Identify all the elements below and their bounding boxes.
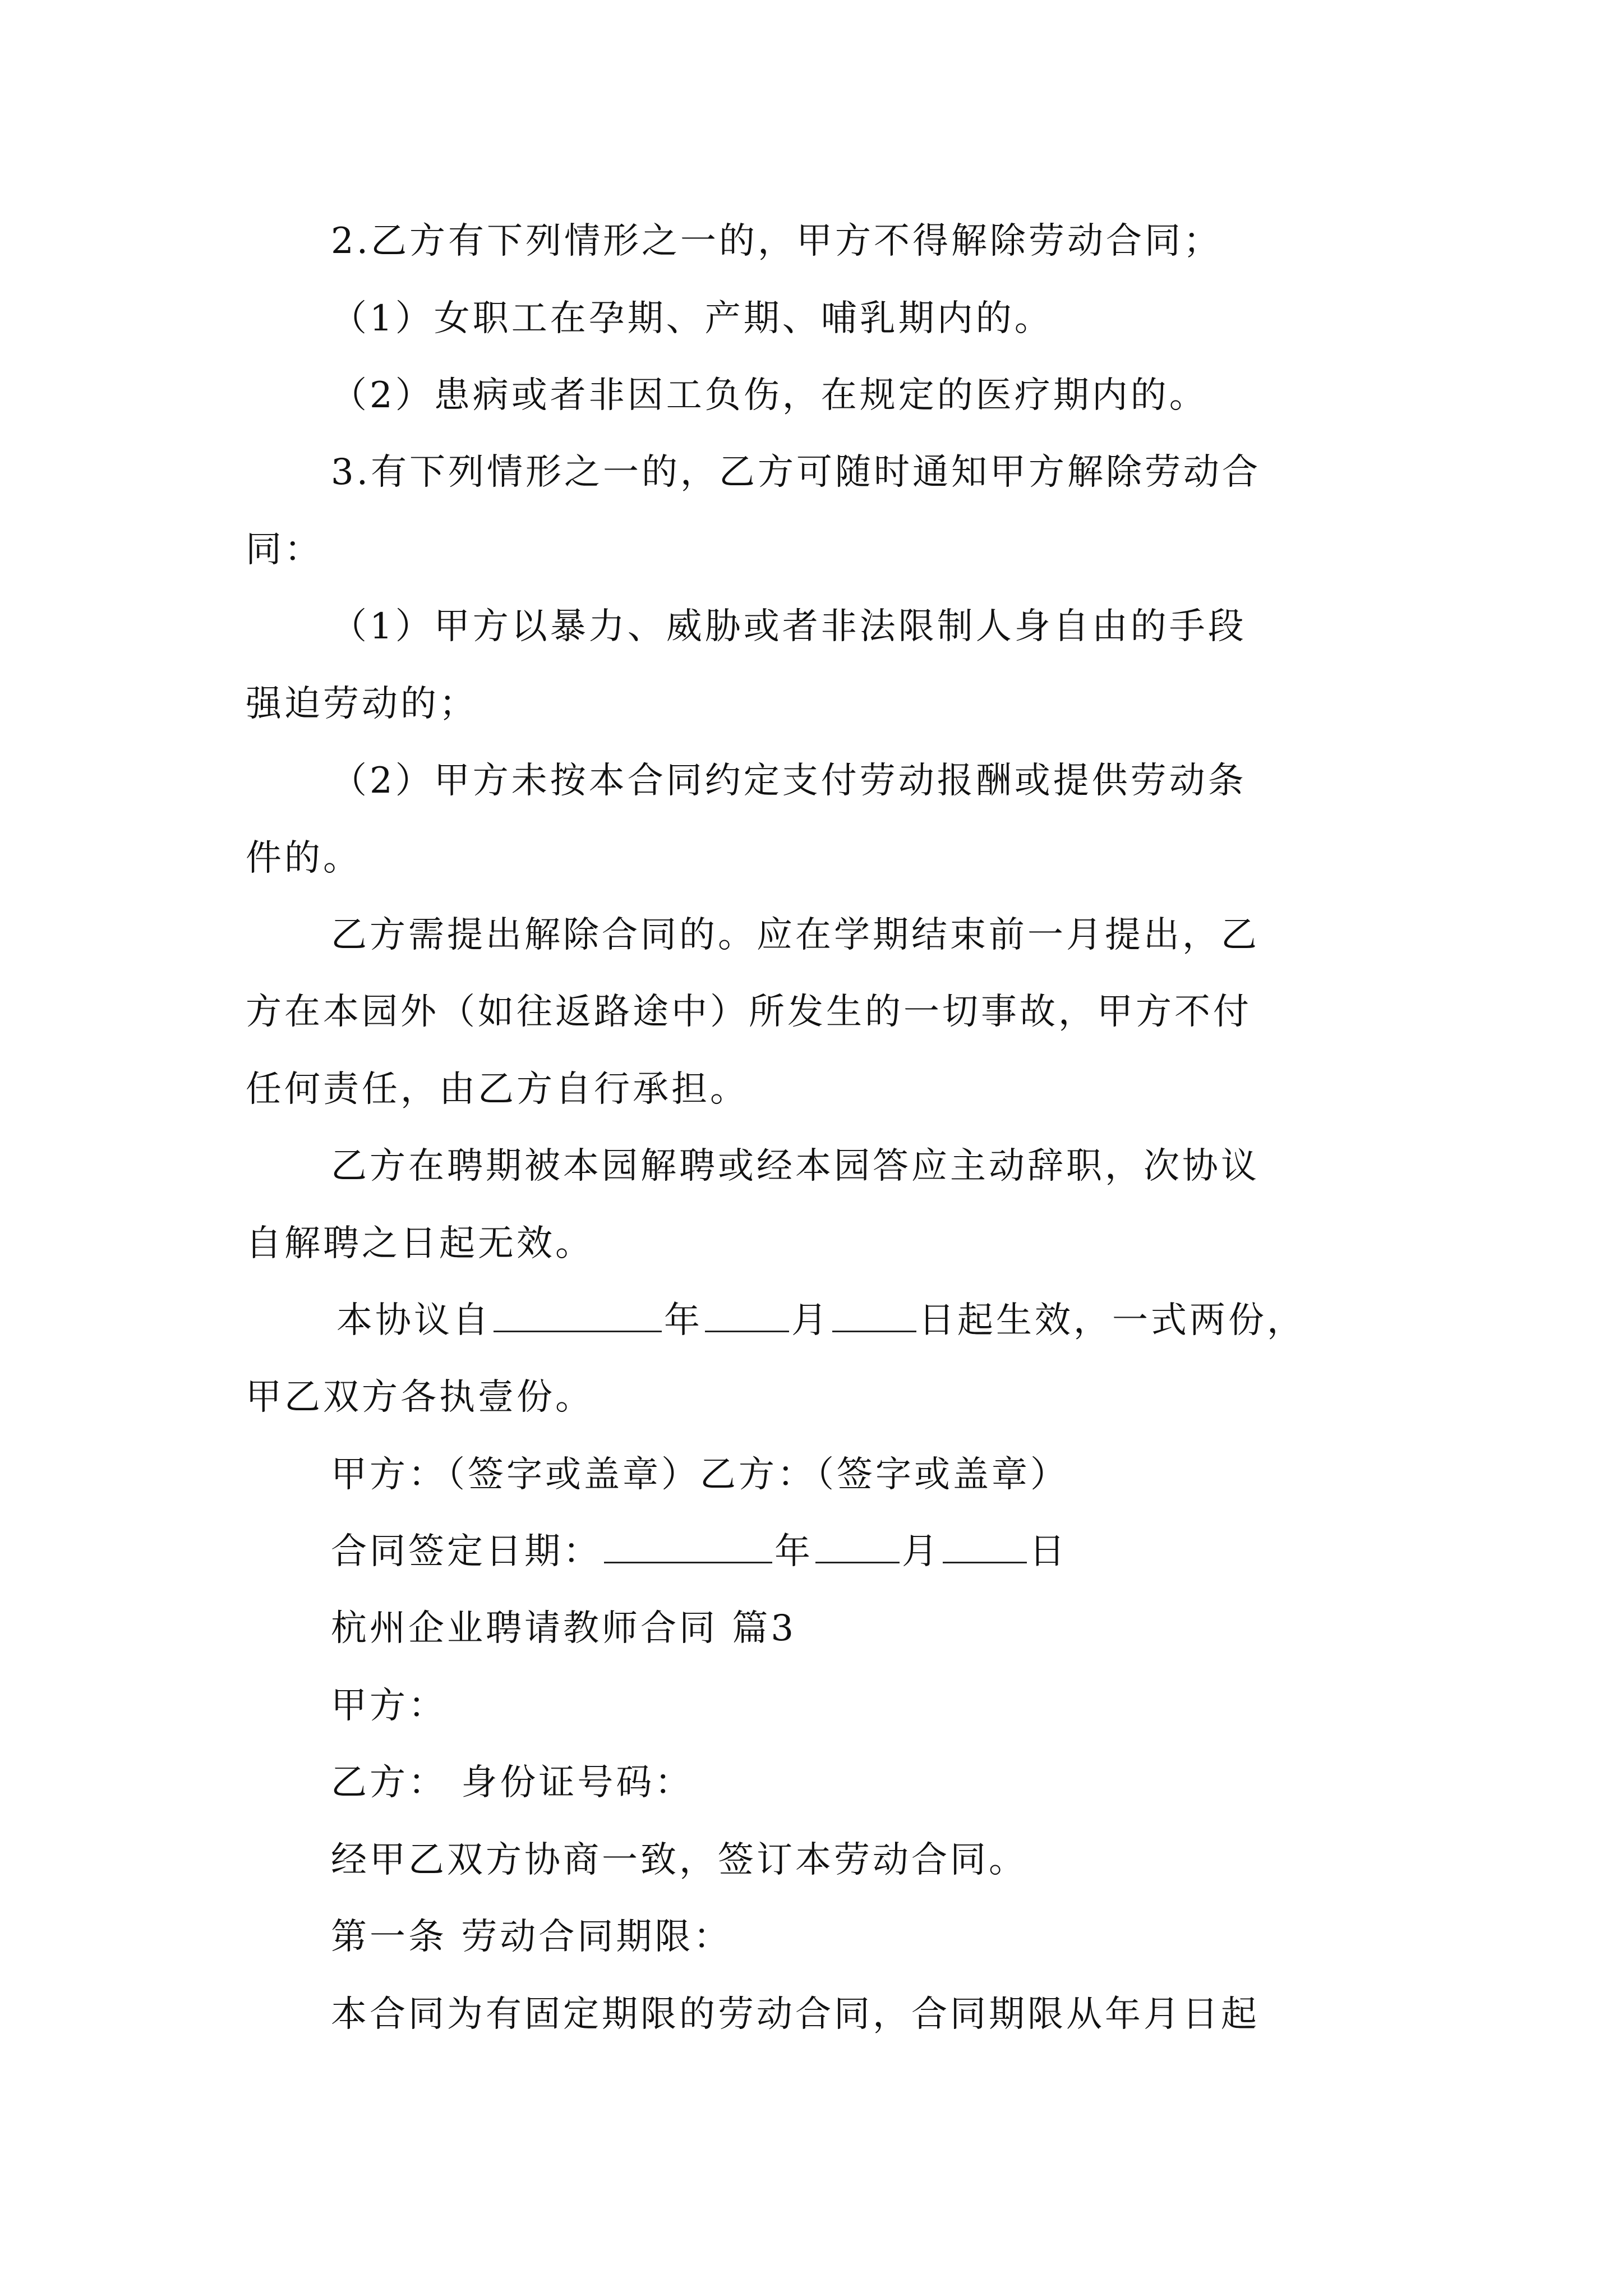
year-blank[interactable] — [494, 1298, 662, 1332]
paragraph-line: （1）甲方以暴力、威胁或者非法限制人身自由的手段 — [331, 606, 1247, 647]
paragraph-line: 任何责任，由乙方自行承担。 — [246, 1069, 749, 1110]
paragraph-line: 2.乙方有下列情形之一的，甲方不得解除劳动合同； — [331, 220, 1223, 262]
effective-date-line — [336, 1298, 1306, 1343]
effective-month-label: 月 — [791, 1300, 830, 1341]
paragraph-line: （2）患病或者非因工负伤，在规定的医疗期内的。 — [331, 375, 1208, 416]
paragraph-line: 3.有下列情形之一的，乙方可随时通知甲方解除劳动合 — [331, 452, 1261, 493]
paragraph-line: 件的。 — [246, 838, 362, 879]
paragraph-line: 强迫劳动的； — [246, 683, 478, 725]
day-blank[interactable] — [832, 1298, 916, 1332]
paragraph-line: 本合同为有固定期限的劳动合同，合同期限从年月日起 — [331, 1994, 1260, 2035]
paragraph-line: 自解聘之日起无效。 — [246, 1223, 594, 1264]
sign-month-label: 月 — [902, 1531, 940, 1572]
month-blank[interactable] — [705, 1298, 789, 1332]
sign-date-prefix: 合同签定日期： — [331, 1531, 602, 1572]
section-title: 杭州企业聘请教师合同 篇3 — [331, 1608, 797, 1649]
paragraph-line: （1）女职工在孕期、产期、哺乳期内的。 — [331, 298, 1053, 339]
paragraph-line: 乙方在聘期被本园解聘或经本园答应主动辞职，次协议 — [331, 1145, 1260, 1187]
effective-suffix: 日起生效，一式两份， — [919, 1300, 1306, 1341]
effective-prefix: 本协议自 — [336, 1300, 491, 1341]
signature-line: 甲方：（签字或盖章）乙方：（签字或盖章） — [331, 1454, 1069, 1496]
paragraph-line: （2）甲方未按本合同约定支付劳动报酬或提供劳动条 — [331, 760, 1247, 802]
year-blank[interactable] — [604, 1529, 772, 1563]
sign-date-line — [331, 1529, 1068, 1574]
paragraph-line: 乙方需提出解除合同的。应在学期结束前一月提出，乙 — [331, 914, 1260, 956]
paragraph-line: 同： — [246, 529, 323, 570]
effective-year-label: 年 — [664, 1300, 703, 1341]
paragraph-line: 经甲乙双方协商一致，签订本劳动合同。 — [331, 1839, 1027, 1881]
party-a-line: 甲方： — [331, 1685, 447, 1727]
paragraph-line: 方在本园外（如往返路途中）所发生的一切事故，甲方不付 — [246, 991, 1252, 1033]
day-blank[interactable] — [943, 1529, 1027, 1563]
month-blank[interactable] — [815, 1529, 900, 1563]
party-b-line: 乙方： 身份证号码： — [331, 1762, 694, 1803]
article-heading: 第一条 劳动合同期限： — [331, 1916, 732, 1958]
sign-year-label: 年 — [774, 1531, 813, 1572]
sign-day-label: 日 — [1029, 1531, 1068, 1572]
paragraph-line: 甲乙双方各执壹份。 — [246, 1377, 594, 1418]
